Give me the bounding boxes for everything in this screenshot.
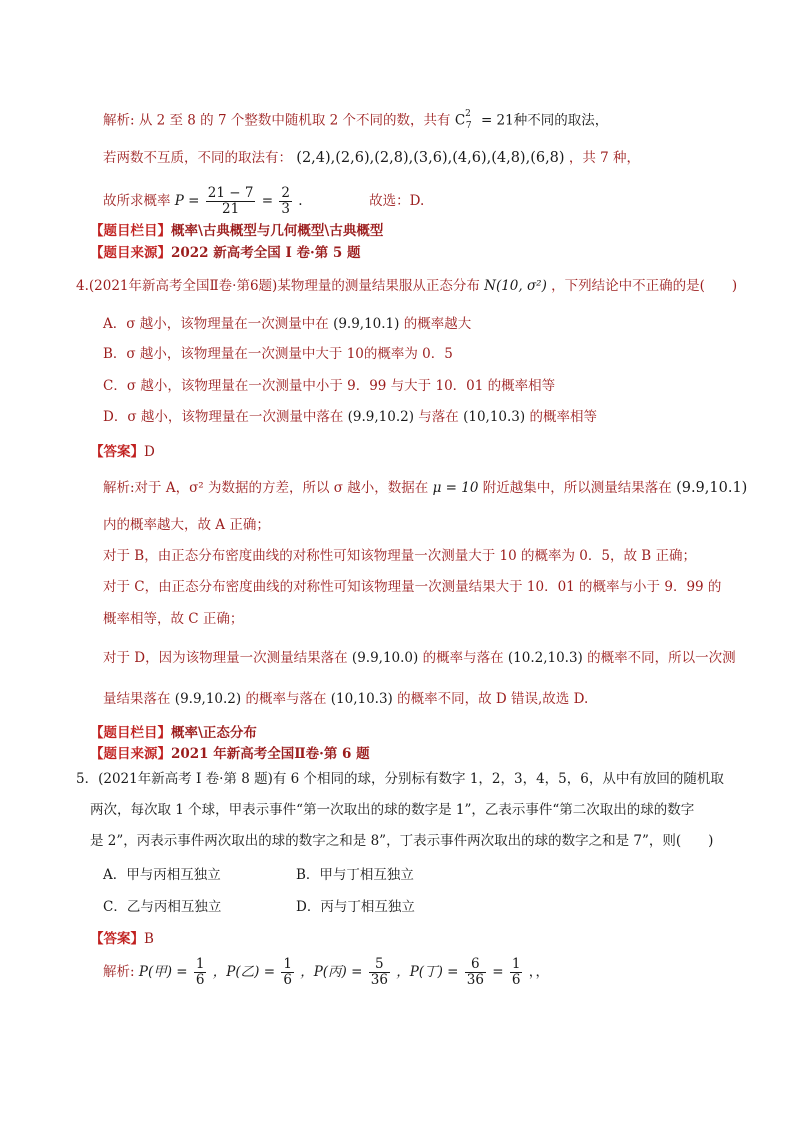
q4-option-d-mid: 与落在 [418, 409, 459, 425]
q3-prob-var: P = [174, 193, 200, 209]
q4-analysis-1b: 附近越集中，所以测量结果落在 [482, 480, 672, 496]
frac-numerator: 21 − 7 [207, 185, 254, 201]
p-jia-frac [194, 957, 207, 988]
comb-sup: 2 [465, 109, 471, 119]
q4-option-d [103, 408, 597, 426]
q5-stem-3 [90, 832, 713, 850]
q5-option-d-text: D．丙与丁相互独立 [296, 899, 415, 915]
column-tag: 【题目栏目】 [90, 725, 171, 741]
q3-prob-prefix: 故所求概率 [103, 193, 171, 209]
column-tag: 【题目栏目】 [90, 223, 171, 239]
q4-analysis-2 [103, 516, 270, 534]
q5-stem-2-text: 两次，每次取 1 个球，甲表示事件“第一次取出的球的数字是 1”，乙表示事件“第二次取出的球的数字 [90, 802, 695, 818]
p-yi-frac [281, 957, 294, 988]
q5-answer [90, 930, 154, 948]
q4-analysis-6-interval-2: (10.2,10.3) [507, 650, 583, 666]
p-bing: ，P(丙) = [300, 964, 363, 980]
q4-analysis-3 [103, 547, 696, 565]
q5-option-a-text: A．甲与丙相互独立 [103, 867, 221, 883]
q4-option-a [103, 315, 471, 333]
q4-option-a-tail: 的概率越大 [403, 316, 472, 332]
frac-denominator: 36 [466, 972, 484, 988]
q4-analysis-6a: 对于 D，因为该物理量一次测量结果落在 [103, 650, 348, 666]
q4-answer [90, 443, 155, 461]
q4-analysis-interval: (9.9,10.1) [676, 480, 748, 496]
q3-source [90, 244, 360, 262]
source-value: 2022 新高考全国 I 卷·第 5 题 [171, 245, 361, 261]
answer-tag: 【答案】 [90, 931, 144, 947]
q4-analysis-3-text: 对于 B，由正态分布密度曲线的对称性可知该物理量一次测量大于 10 的概率为 0．5，故 B 正确； [103, 548, 696, 564]
q4-option-d-interval-1: (9.9,10.2) [347, 409, 414, 425]
source-tag: 【题目来源】 [90, 245, 171, 261]
q4-stem-b: ，下列结论中不正确的是( ) [551, 278, 738, 294]
q5-stem-1-text: 5．(2021年新高考 I 卷·第 8 题)有 6 个相同的球，分别标有数字 1，2，3，4，5，6，从中有放回的随机取 [76, 771, 724, 787]
comb-result: = 21种不同的取法， [480, 112, 609, 129]
q3-pairs: (2,4),(2,6),(2,8),(3,6),(4,6),(4,8),(6,8) [296, 150, 565, 166]
answer-value: B [144, 931, 154, 947]
frac-numerator: 2 [281, 185, 290, 201]
q3-eq: = [261, 193, 274, 209]
combination-symbol [455, 108, 477, 135]
q4-analysis-6 [103, 649, 736, 667]
q4-option-c [103, 377, 555, 395]
frac-numerator: 1 [511, 956, 521, 972]
q4-analysis-7a: 量结果落在 [103, 691, 171, 707]
answer-tag: 【答案】 [90, 444, 144, 460]
q5-stem-2 [90, 801, 694, 819]
frac-numerator: 1 [195, 956, 205, 972]
p-ding-frac-simplified [510, 957, 523, 988]
answer-value: D [144, 444, 155, 460]
q4-analysis-7-interval-2: (10,10.3) [330, 691, 393, 707]
q3-frac-2 [279, 186, 292, 217]
q4-analysis-7c: 的概率不同，故 D 错误,故选 D. [397, 691, 589, 707]
p-bing-frac [369, 957, 390, 988]
source-tag: 【题目来源】 [90, 746, 171, 762]
q4-analysis-6-interval-1: (9.9,10.0) [351, 650, 419, 666]
q4-analysis-4-text: 对于 C，由正态分布密度曲线的对称性可知该物理量一次测量结果大于 10．01 的概率与小于 9．99 的 [103, 579, 722, 595]
frac-denominator: 6 [511, 972, 521, 988]
q4-analysis-5-text: 概率相等，故 C 正确； [103, 611, 244, 627]
q4-option-b [103, 345, 453, 363]
q4-option-b-text: B．σ 越小，该物理量在一次测量中大于 10的概率为 0．5 [103, 346, 453, 362]
p-jia: P(甲) = [138, 964, 188, 980]
q4-analysis-6b: 的概率与落在 [422, 650, 504, 666]
q3-choose: 故选：D. [369, 193, 425, 209]
frac-denominator: 36 [370, 972, 388, 988]
source-value: 2021 年新高考全国Ⅱ卷·第 6 题 [171, 746, 370, 762]
q4-analysis-7-interval-1: (9.9,10.2) [174, 691, 242, 707]
q3-pairs-line [103, 149, 640, 167]
frac-numerator: 1 [283, 956, 292, 972]
q4-analysis-2-text: 内的概率越大，故 A 正确； [103, 517, 270, 533]
q5-option-a [103, 866, 221, 884]
q4-distribution: N(10, σ²) [484, 278, 547, 294]
p-ding-eq: = [492, 964, 504, 980]
q4-analysis-mu: μ = 10 [432, 480, 479, 496]
q3-pairs-suffix: ，共 7 种， [568, 150, 641, 166]
q3-frac-1 [206, 186, 256, 217]
q4-analysis-1a: 解析:对于 A，σ² 为数据的方差，所以 σ 越小，数据在 [103, 480, 429, 496]
q5-option-d [296, 898, 415, 916]
q5-stem-3-text: 是 2”，丙表示事件两次取出的球的数字之和是 8”，丁表示事件两次取出的球的数字之和是 7”，则( ) [90, 833, 714, 849]
q3-prob-line [103, 185, 424, 217]
q5-option-c [103, 898, 221, 916]
q5-option-c-text: C．乙与丙相互独立 [103, 899, 222, 915]
q5-analysis-tail: ，， [528, 964, 549, 980]
q3-pairs-prefix: 若两数不互质，不同的取法有： [103, 150, 292, 166]
q5-stem-1 [76, 770, 724, 788]
q5-option-b [296, 866, 414, 884]
q4-stem-a: 4.(2021年新高考全国Ⅱ卷·第6题)某物理量的测量结果服从正态分布 [76, 278, 480, 294]
column-value: 概率\正态分布 [171, 725, 257, 741]
q4-option-d-tail: 的概率相等 [529, 409, 597, 425]
q5-option-b-text: B．甲与丁相互独立 [296, 867, 414, 883]
q5-analysis-prefix: 解析: [103, 964, 135, 980]
frac-denominator: 6 [283, 972, 292, 988]
q4-option-a-text: A．σ 越小，该物理量在一次测量中在 [103, 316, 329, 332]
q4-column [90, 724, 257, 742]
column-value: 概率\古典概型与几何概型\古典概型 [171, 223, 384, 239]
q3-column [90, 222, 383, 240]
q4-option-c-text: C．σ 越小，该物理量在一次测量中小于 9．99 与大于 10．01 的概率相等 [103, 378, 556, 394]
q4-source [90, 745, 370, 763]
comb-sub: 7 [465, 121, 472, 132]
frac-denominator: 6 [195, 972, 205, 988]
q3-analysis-line [103, 108, 608, 135]
frac-numerator: 6 [465, 957, 486, 973]
frac-denominator: 3 [281, 201, 290, 217]
frac-denominator: 21 [222, 201, 240, 217]
p-ding: ，P(丁) = [396, 964, 459, 980]
q4-analysis-7b: 的概率与落在 [245, 691, 327, 707]
q4-analysis-1 [103, 479, 747, 497]
q3-analysis-prefix: 解析: 从 2 至 8 的 7 个整数中随机取 2 个不同的数，共有 [103, 112, 451, 129]
q4-analysis-6c: 的概率不同，所以一次测 [587, 650, 736, 666]
comb-base: C [454, 112, 466, 129]
q4-option-d-interval-2: (10,10.3) [463, 409, 526, 425]
q4-analysis-4 [103, 578, 721, 596]
q4-analysis-5 [103, 610, 243, 628]
frac-numerator: 5 [369, 957, 390, 973]
q5-analysis [103, 956, 549, 988]
q4-option-d-text: D．σ 越小，该物理量在一次测量中落在 [103, 409, 344, 425]
p-ding-frac [465, 957, 486, 988]
q3-prob-end: . [298, 193, 303, 209]
q4-stem [76, 277, 737, 295]
p-yi: ，P(乙) = [212, 964, 276, 980]
q4-analysis-7 [103, 690, 588, 708]
q4-option-a-interval: (9.9,10.1) [333, 316, 400, 332]
